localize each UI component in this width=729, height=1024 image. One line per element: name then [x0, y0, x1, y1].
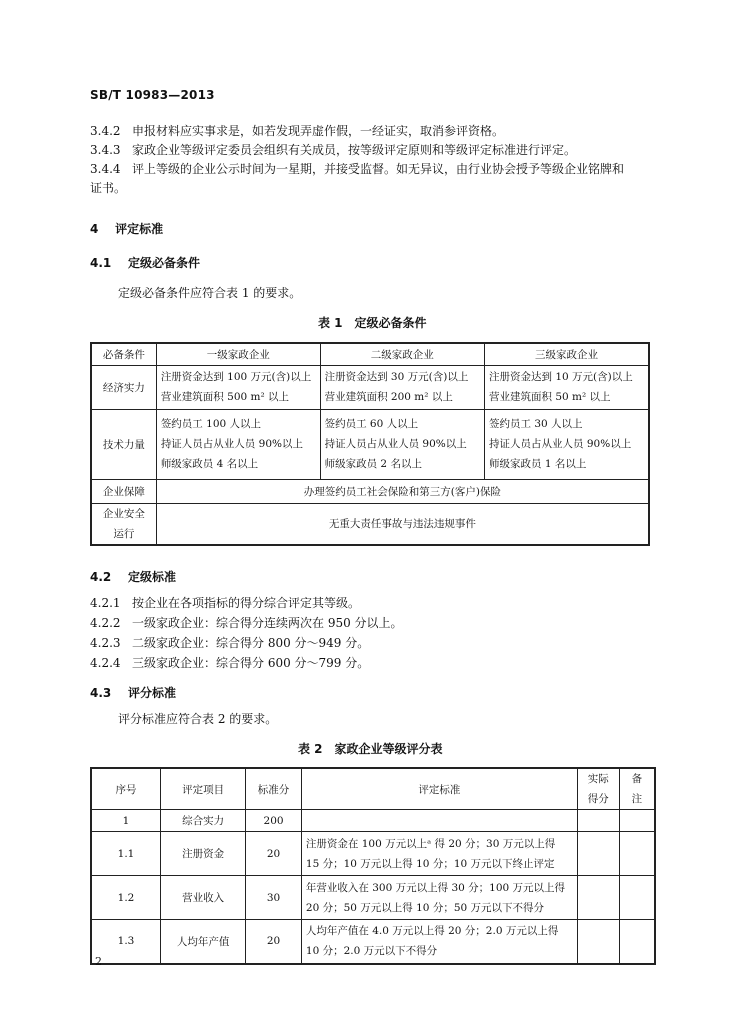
clause-number: 4.2.3	[90, 636, 121, 650]
table-1	[90, 342, 650, 546]
table-2-caption: 表 2 家政企业等级评分表	[298, 742, 443, 756]
cell-line: 实际	[587, 773, 609, 785]
cell-line: 持证人员占从业人员 90%以上	[160, 438, 303, 450]
cell-line: 注册资金达到 100 万元(含)以上	[160, 371, 312, 383]
table-header-cell: 评定标准	[301, 768, 577, 810]
section-4-3-intro: 评分标准应符合表 2 的要求。	[118, 712, 278, 726]
page-number: 2	[95, 955, 102, 968]
table-cell: 注册资金	[160, 832, 245, 876]
clause-number: 4.2.4	[90, 656, 121, 670]
table-row	[91, 768, 655, 810]
clause-3-4-4-continued	[90, 179, 126, 196]
table-row	[91, 920, 655, 964]
cell-line: 年营业收入在 300 万元以上得 30 分；100 万元以上得	[305, 881, 566, 894]
table-cell	[301, 810, 577, 832]
table-cell: 20	[246, 920, 302, 964]
clause-4-2-2	[90, 614, 403, 631]
clause-number: 4.2.1	[90, 596, 121, 610]
table-header-cell: 序号	[91, 768, 160, 810]
table-header-cell	[619, 768, 655, 810]
table-cell	[301, 832, 577, 876]
cell-line: 师级家政员 4 名以上	[160, 458, 259, 470]
table-cell	[577, 810, 619, 832]
section-number: 4.2	[90, 570, 112, 584]
cell-line: 15 分；10 万元以上得 10 分；10 万元以下终止评定	[305, 857, 555, 870]
table-row-label: 技术力量	[91, 409, 156, 479]
table-row	[91, 343, 649, 365]
section-4-1-heading	[90, 254, 200, 271]
table-row	[91, 876, 655, 920]
table-cell	[577, 832, 619, 876]
cell-line: 运行	[113, 527, 135, 540]
clause-text: 家政企业等级评定委员会组织有关成员，按等级评定原则和等级评定标准进行评定。	[132, 143, 577, 157]
cell-line: 持证人员占从业人员 90%以上	[489, 438, 632, 450]
cell-line: 10 分；2.0 万元以下不得分	[305, 945, 438, 958]
clause-number: 3.4.2	[90, 124, 121, 138]
table-row	[91, 832, 655, 876]
cell-line: 营业建筑面积 200 m² 以上	[324, 391, 453, 403]
cell-line: 营业建筑面积 50 m² 以上	[489, 391, 611, 403]
cell-line: 营业建筑面积 500 m² 以上	[160, 391, 290, 403]
section-4-heading	[90, 220, 163, 237]
table-cell: 1.2	[91, 876, 160, 920]
cell-line: 人均年产值在 4.0 万元以上得 20 分；2.0 万元以上得	[305, 925, 559, 938]
table-cell: 200	[246, 810, 302, 832]
cell-line: 注册资金达到 30 万元(含)以上	[324, 371, 469, 383]
table-merged-cell: 办理签约员工社会保险和第三方(客户)保险	[156, 479, 649, 503]
table-row	[91, 365, 649, 409]
cell-line: 签约员工 60 人以上	[324, 418, 419, 430]
table-cell: 1.3	[91, 920, 160, 964]
table-header-cell: 必备条件	[91, 343, 156, 365]
table-header-cell: 一级家政企业	[156, 343, 320, 365]
table-cell	[577, 876, 619, 920]
table-cell	[485, 409, 649, 479]
table-cell: 20	[246, 832, 302, 876]
table-row	[91, 503, 649, 545]
cell-line: 得分	[587, 793, 609, 805]
clause-text: 三级家政企业：综合得分 600 分～799 分。	[132, 656, 370, 670]
table-merged-cell: 无重大责任事故与违法违规事件	[156, 503, 649, 545]
clause-text: 二级家政企业：综合得分 800 分～949 分。	[132, 636, 370, 650]
document-id: SB/T 10983—2013	[90, 88, 215, 102]
table-cell	[619, 832, 655, 876]
table-cell: 综合实力	[160, 810, 245, 832]
clause-4-2-1	[90, 594, 360, 611]
table-header-cell: 三级家政企业	[485, 343, 649, 365]
clause-number: 4.2.2	[90, 616, 121, 630]
cell-line: 师级家政员 2 名以上	[324, 458, 422, 470]
table-cell	[301, 920, 577, 964]
table-cell	[485, 365, 649, 409]
clause-4-2-4	[90, 654, 369, 671]
table-header-cell: 标准分	[246, 768, 302, 810]
table-row	[91, 810, 655, 832]
cell-line: 注册资金达到 10 万元(含)以上	[489, 371, 633, 383]
table-header-cell	[577, 768, 619, 810]
clause-text: 申报材料应实事求是，如若发现弄虚作假，一经证实，取消参评资格。	[132, 124, 505, 138]
table-row	[91, 409, 649, 479]
clause-4-2-3	[90, 634, 369, 651]
cell-line: 签约员工 100 人以上	[160, 418, 262, 430]
cell-line: 签约员工 30 人以上	[489, 418, 583, 430]
table-header-cell: 评定项目	[160, 768, 245, 810]
table-cell	[577, 920, 619, 964]
section-number: 4.1	[90, 256, 112, 270]
section-4-2-heading	[90, 568, 176, 585]
table-row-label: 企业保障	[91, 479, 156, 503]
clause-text: 证书。	[90, 181, 127, 195]
table-cell	[619, 810, 655, 832]
table-cell: 1	[91, 810, 160, 832]
table-cell	[320, 365, 484, 409]
cell-line: 企业安全	[102, 507, 145, 520]
section-title: 评分标准	[127, 686, 176, 700]
table-cell: 人均年产值	[160, 920, 245, 964]
clause-text: 评上等级的企业公示时间为一星期，并接受监督。如无异议，由行业协会授予等级企业铭牌和	[132, 162, 625, 176]
section-title: 评定标准	[115, 222, 164, 236]
section-4-1-intro: 定级必备条件应符合表 1 的要求。	[118, 286, 302, 300]
table-cell	[320, 409, 484, 479]
cell-line: 注册资金在 100 万元以上ᵃ 得 20 分；30 万元以上得	[305, 837, 556, 850]
cell-line: 20 分；50 万元以上得 10 分；50 万元以下不得分	[305, 901, 545, 914]
clause-3-4-2	[90, 122, 504, 139]
section-number: 4.3	[90, 686, 112, 700]
section-title: 定级必备条件	[127, 256, 200, 270]
cell-line: 注	[631, 793, 643, 805]
clause-3-4-4	[90, 160, 624, 177]
clause-text: 一级家政企业：综合得分连续两次在 950 分以上。	[132, 616, 403, 630]
table-row-label: 经济实力	[91, 365, 156, 409]
clause-number: 3.4.4	[90, 162, 121, 176]
table-cell	[156, 365, 320, 409]
cell-line: 师级家政员 1 名以上	[489, 458, 587, 470]
clause-3-4-3	[90, 141, 576, 158]
table-2	[90, 767, 656, 965]
section-title: 定级标准	[127, 570, 176, 584]
clause-text: 按企业在各项指标的得分综合评定其等级。	[132, 596, 361, 610]
section-number: 4	[90, 222, 99, 236]
table-cell: 30	[246, 876, 302, 920]
table-cell	[301, 876, 577, 920]
table-header-cell: 二级家政企业	[320, 343, 484, 365]
table-row	[91, 479, 649, 503]
table-cell	[619, 876, 655, 920]
table-cell	[156, 409, 320, 479]
clause-number: 3.4.3	[90, 143, 121, 157]
section-4-3-heading	[90, 684, 176, 701]
table-cell	[619, 920, 655, 964]
cell-line: 备	[631, 773, 643, 785]
table-1-caption: 表 1 定级必备条件	[318, 316, 427, 330]
table-cell: 1.1	[91, 832, 160, 876]
cell-line: 持证人员占从业人员 90%以上	[324, 438, 467, 450]
table-row-label	[91, 503, 156, 545]
table-cell: 营业收入	[160, 876, 245, 920]
